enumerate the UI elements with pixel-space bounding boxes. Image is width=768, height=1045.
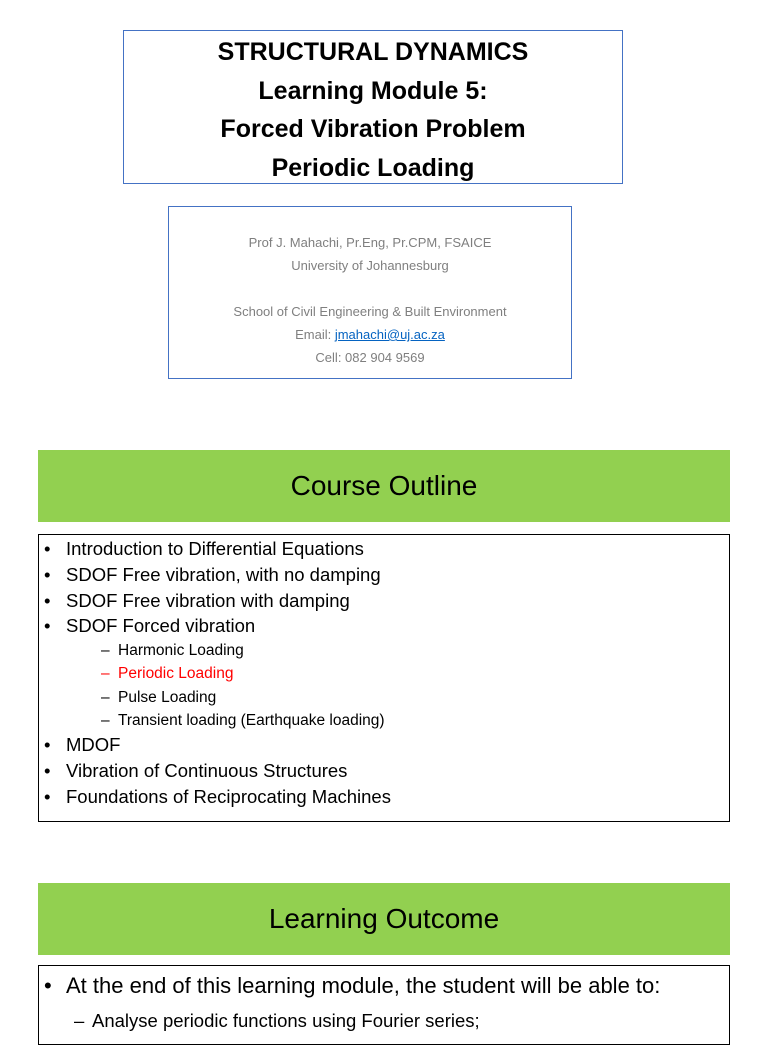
outline-subitem — [66, 709, 729, 732]
bullet-icon: • — [44, 589, 51, 611]
outline-subitem-label: Harmonic Loading — [118, 642, 244, 660]
outline-item — [39, 536, 729, 562]
title-line-1: STRUCTURAL DYNAMICS — [217, 38, 529, 66]
outline-item — [39, 758, 729, 784]
dash-icon: – — [101, 711, 110, 729]
outline-item-label: Foundations of Reciprocating Machines — [66, 785, 391, 807]
dash-icon: – — [101, 642, 110, 660]
course-outline-heading: Course Outline — [290, 470, 478, 501]
course-outline-box — [38, 534, 730, 822]
outline-sublist — [66, 639, 729, 732]
outline-item-label: Vibration of Continuous Structures — [66, 759, 348, 781]
outline-subitem — [66, 639, 729, 662]
outline-item-label: Introduction to Differential Equations — [66, 538, 364, 559]
outline-item-label: SDOF Free vibration with damping — [66, 589, 350, 611]
bullet-icon: • — [44, 785, 51, 807]
author-email-line — [169, 323, 571, 346]
dash-icon: – — [74, 1010, 85, 1031]
outline-item — [39, 613, 729, 732]
learning-outcome-box — [38, 965, 730, 1045]
title-line-4: Periodic Loading — [271, 153, 475, 182]
course-outline-banner — [38, 450, 730, 522]
bullet-icon: • — [44, 973, 52, 998]
bullet-icon: • — [44, 538, 51, 559]
author-institution: University of Johannesburg — [291, 258, 449, 273]
bullet-icon: • — [44, 734, 51, 755]
outcome-intro-item — [39, 971, 729, 1001]
author-school: School of Civil Engineering & Built Environment — [233, 304, 507, 319]
course-outline-list — [39, 536, 729, 809]
bullet-icon: • — [44, 759, 51, 781]
title-line-3: Forced Vibration Problem — [220, 115, 526, 143]
outline-item-label: SDOF Free vibration, with no damping — [66, 563, 381, 585]
outline-item-label: MDOF — [66, 734, 121, 755]
outline-subitem — [66, 686, 729, 709]
outline-item — [39, 784, 729, 810]
email-label: Email: — [295, 327, 335, 342]
outline-subitem-label: Transient loading (Earthquake loading) — [118, 711, 385, 729]
outcome-intro: At the end of this learning module, the student will be able to: — [66, 973, 661, 998]
outline-item — [39, 588, 729, 614]
dash-icon: – — [101, 665, 110, 683]
outline-subitem-label: Periodic Loading — [118, 665, 234, 683]
outline-item — [39, 732, 729, 758]
outcome-point-text: Analyse periodic functions using Fourier series; — [92, 1010, 480, 1031]
outline-item-label: SDOF Forced vibration — [66, 615, 256, 637]
author-cell: Cell: 082 904 9569 — [315, 350, 425, 365]
bullet-icon: • — [44, 615, 51, 637]
learning-outcome-heading: Learning Outcome — [268, 903, 500, 934]
spacer — [169, 277, 571, 300]
bullet-icon: • — [44, 563, 51, 585]
outline-subitem — [66, 662, 729, 685]
learning-outcome-banner — [38, 883, 730, 955]
outcome-point — [39, 1008, 729, 1034]
author-box — [168, 206, 572, 379]
title-line-2: Learning Module 5: — [258, 76, 488, 105]
email-link[interactable]: jmahachi@uj.ac.za — [334, 327, 445, 342]
title-box — [123, 30, 623, 184]
author-name: Prof J. Mahachi, Pr.Eng, Pr.CPM, FSAICE — [248, 235, 492, 250]
outline-subitem-label: Pulse Loading — [118, 688, 217, 706]
dash-icon: – — [101, 688, 110, 706]
outline-item — [39, 562, 729, 588]
